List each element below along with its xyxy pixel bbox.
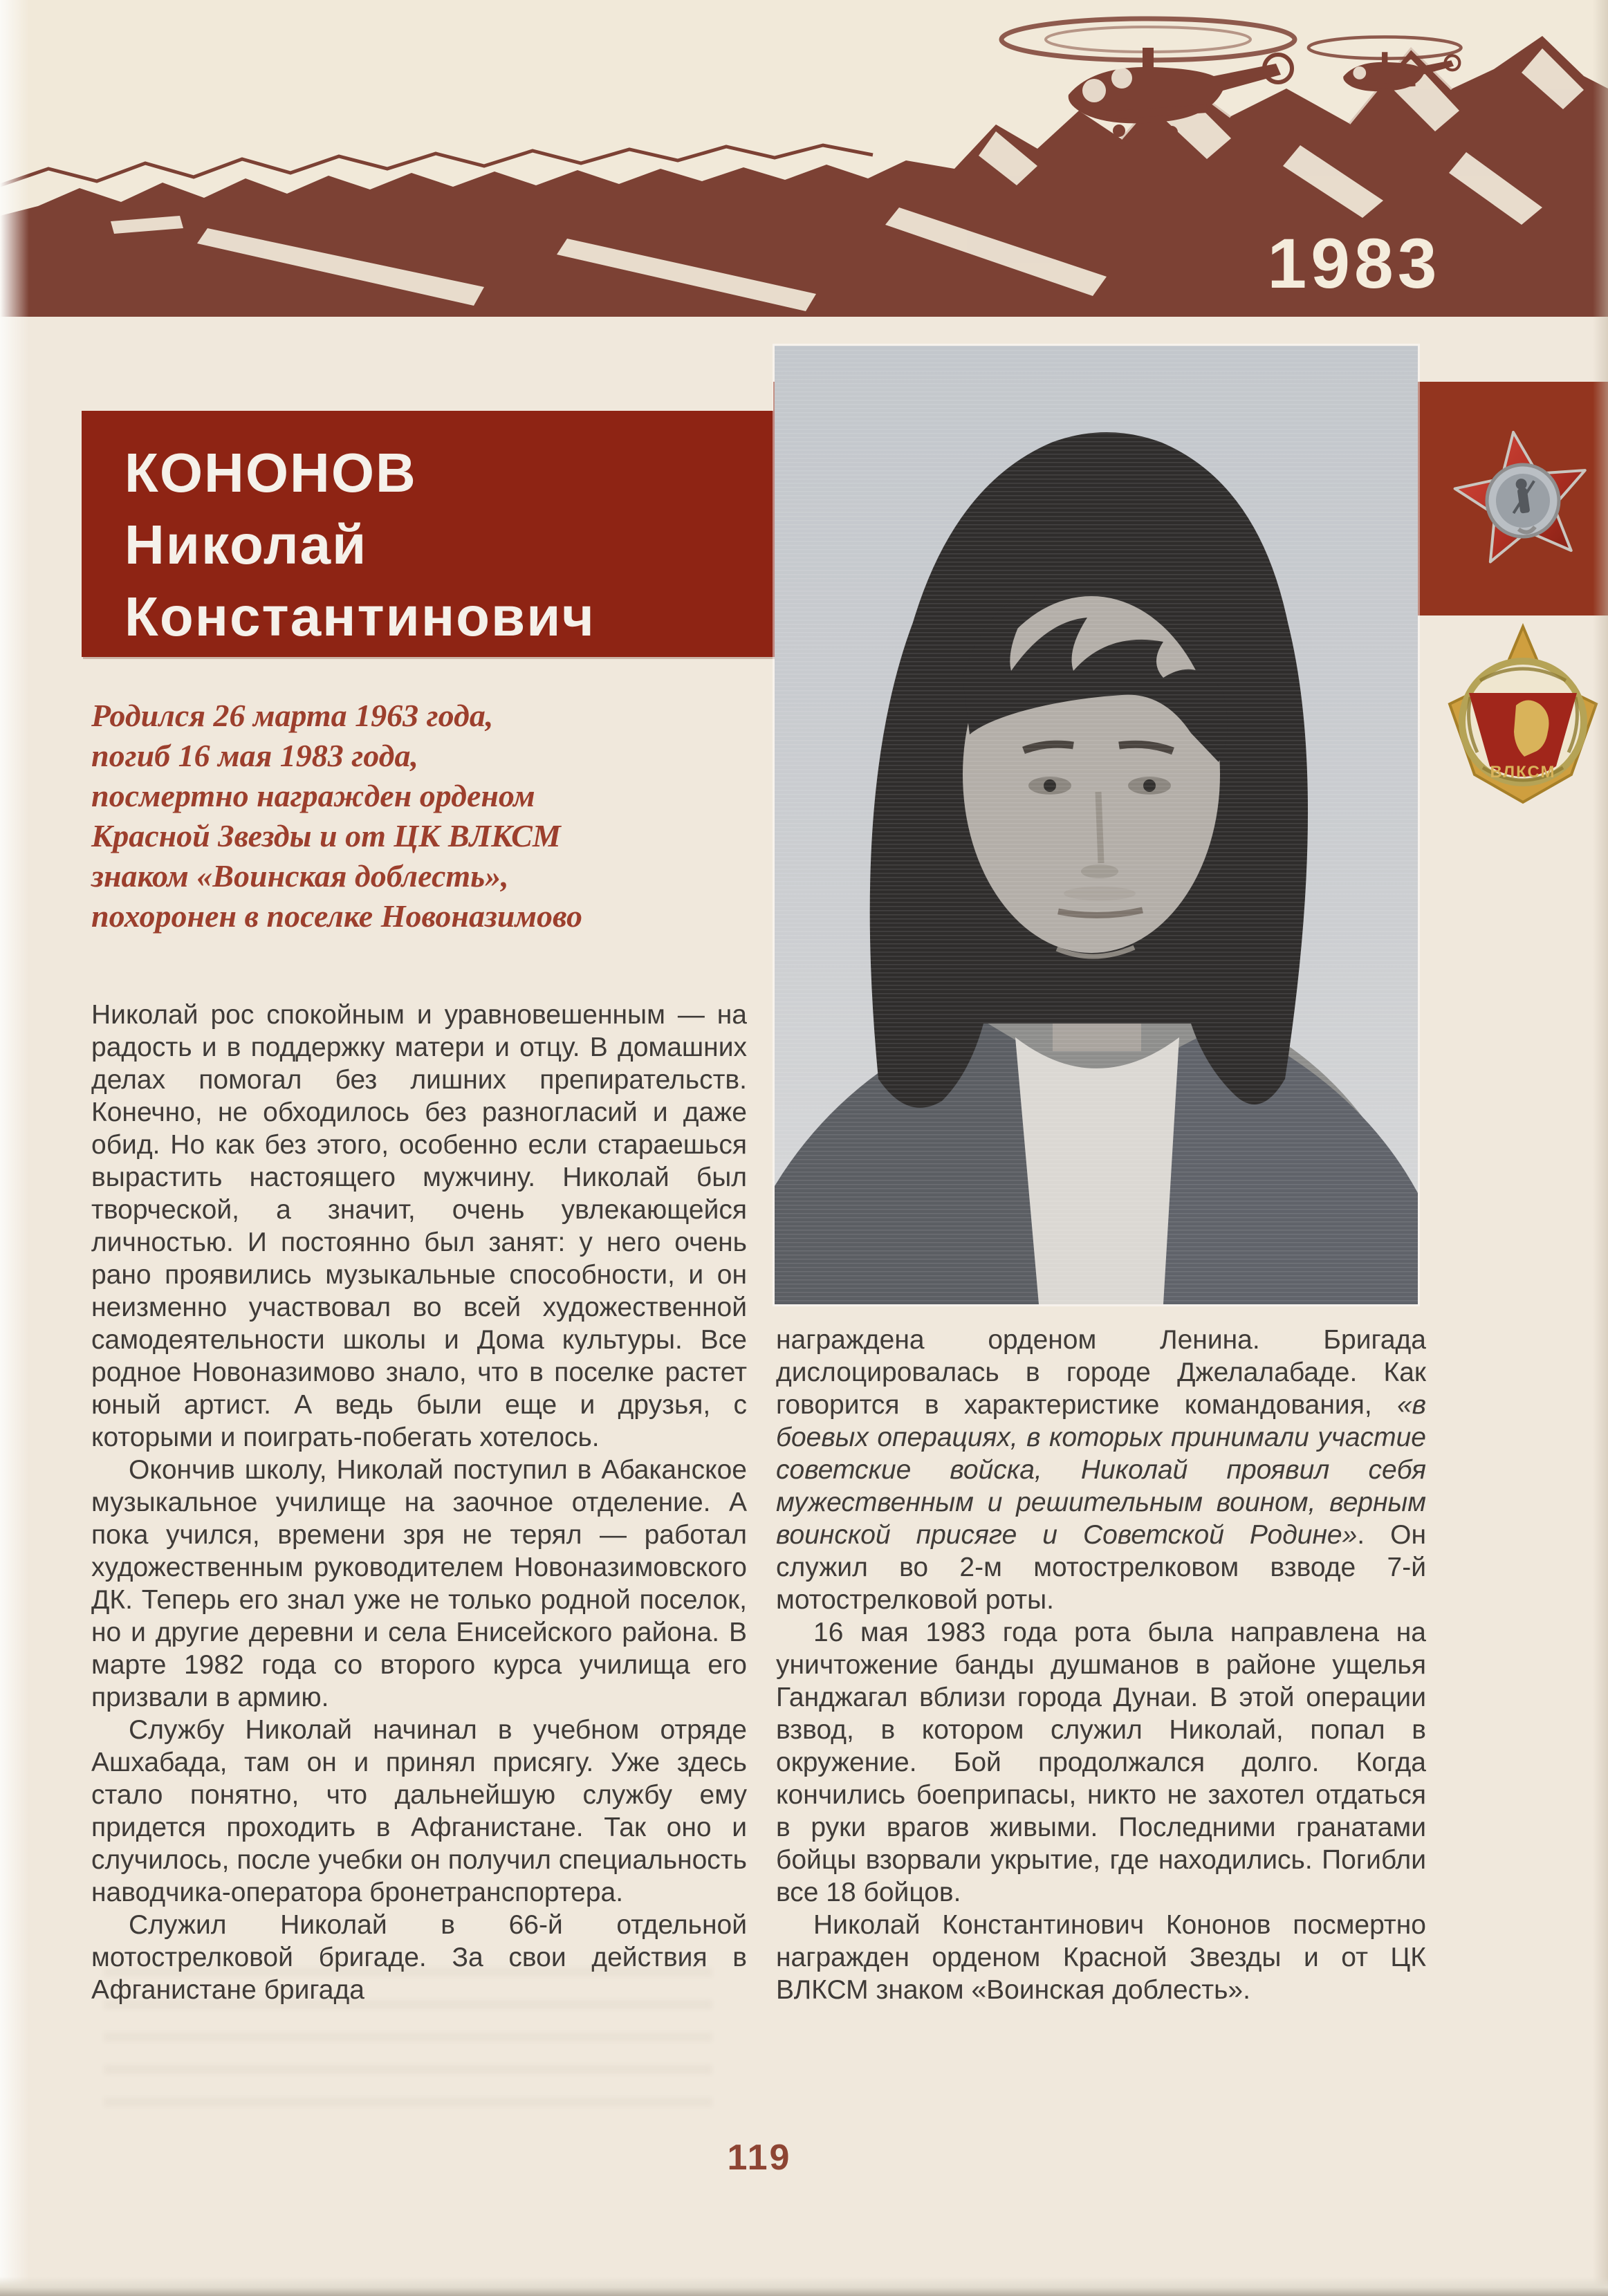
scan-edge-right [1593,0,1608,2296]
text-segment: Окончив школу, Николай поступил в Абаканское музыкальное училище на заочное отделение. А пока учился, времени зря не терял — работал художественным руководителем Новоназимовского ДК. Теперь его знал уже не только родной поселок, но и другие деревни и села Енисейского района. В марте 1982 года со второго курса училища его призвали в армию. [91,1455,747,1712]
komsomol-military-valor-badge [1444,621,1602,826]
title-first-name: Николай [124,514,368,575]
paragraph [91,1454,747,1714]
mountains-and-helicopters-illustration [0,0,1608,317]
text-segment: Николай Константинович Кононов посмертно награжден орденом Красной Звезды и от ЦК ВЛКСМ знаком «Воинская доблесть». [776,1910,1426,2005]
order-of-red-star-medal [1443,427,1603,574]
lead-line: Красной Звезды и от ЦК ВЛКСМ [91,818,561,853]
paragraph [776,1616,1426,1909]
paragraph [91,999,747,1454]
paragraph [776,1909,1426,2006]
text-segment: 16 мая 1983 года рота была направлена на уничтожение банды душманов в районе ущелья Ганджагал вблизи города Дунаи. В этой операции взвод, в котором служил Николай, попал в окружение. Бой продолжался долго. Когда кончились боеприпасы, никто не захотел отдаться в руки врагов живыми. Последними гранатами бойцы взорвали укрытие, где находились. Погибли все 18 бойцов. [776,1618,1426,1907]
lead-line: посмертно награжден орденом [91,778,535,813]
paragraph [91,1714,747,1909]
text-segment: награждена орденом Ленина. Бригада дислоцировалась в городе Джелалабаде. Как говорится в характеристике командования, [776,1325,1426,1420]
page-number: 119 [727,2138,792,2178]
scan-edge-left [0,0,29,2296]
text-segment: . Он служил во 2-м мотострелковом взводе 7-й мотострелковой роты. [776,1520,1426,1615]
badge-inscription: ВЛКСМ [1490,763,1556,781]
lead-line: похоронен в поселке Новоназимово [91,898,582,934]
title-block [82,411,775,657]
article-left-column [91,999,747,2006]
title-patronymic: Константинович [124,586,595,647]
page-bleed-through [104,1968,712,2109]
text-segment: Службу Николай начинал в учебном отряде Ашхабада, там он и принял присягу. Уже здесь стало понятно, что дальнейшую службу ему придется проходить в Афганистане. Так оно и случилось, после учебки он получил специальность наводчика-оператора бронетранспортера. [91,1715,747,1907]
title-surname: КОНОНОВ [124,442,417,503]
lead-text [91,696,790,936]
text-segment: Николай рос спокойным и уравновешенным — на радость и в поддержку матери и отцу. В домашних делах помогал без лишних препирательств. Конечно, не обходилось без разногласий и даже обид. Но как без этого, особенно если стараешься вырастить настоящего мужчину. Николай был творческой, а значит, очень увлекающейся личностью. И постоянно был занят: у него очень рано проявились музыкальные способности, и он неизменно участвовал во всей художественной самодеятельности школы и Дома культуры. Все родное Новоназимово знало, что в поселке растет юный артист. А ведь были еще и друзья, с которыми и поиграть-побегать хотелось. [91,1000,747,1452]
soldier-portrait-photo [775,346,1418,1304]
lead-line: погиб 16 мая 1983 года, [91,738,419,773]
lead-line: Родился 26 марта 1963 года, [91,698,494,733]
text-segment: Служил Николай в 66-й отдельной мотострелковой бригаде. За свои действия в Афганистане бригада [91,1910,747,2005]
year-label: 1983 [1267,224,1441,303]
article-right-column [776,1324,1426,2006]
scan-edge-bottom [0,2277,1608,2296]
paragraph [776,1324,1426,1616]
quote-segment: «в боевых операциях, в которых принимали участие советские войска, Николай проявил себя мужественным и решительным воином, верным воинской присяге и Советской Родине» [776,1390,1426,1550]
lead-line: знаком «Воинская доблесть», [91,858,509,894]
